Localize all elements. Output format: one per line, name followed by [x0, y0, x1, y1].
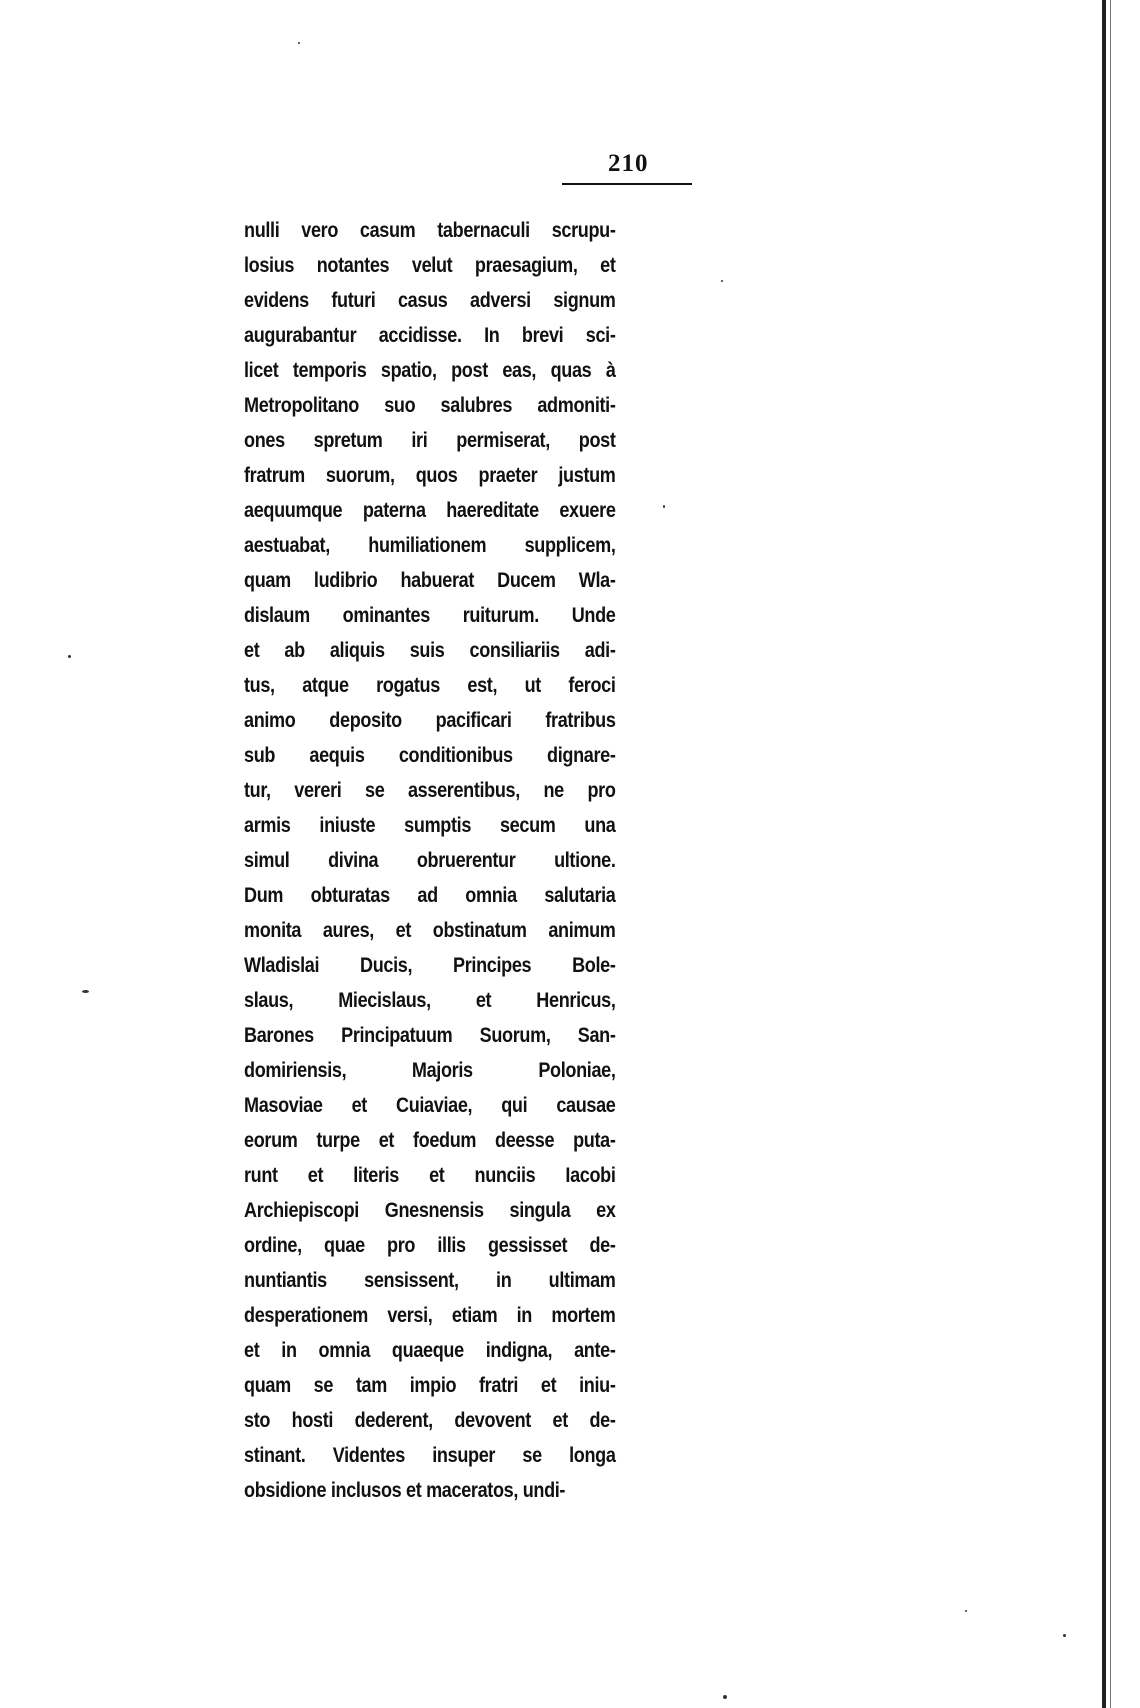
text-line: licet temporis spatio, post eas, quas à [244, 359, 616, 382]
text-line: sto hosti dederent, devovent et de- [244, 1409, 616, 1432]
scan-edge-right [1102, 0, 1106, 1708]
text-line: nuntiantis sensissent, in ultimam [244, 1269, 616, 1292]
text-line: Dum obturatas ad omnia salutaria [244, 884, 616, 907]
scan-speck [965, 1610, 967, 1612]
text-line: fratrum suorum, quos praeter justum [244, 464, 616, 487]
page-number: 210 [608, 150, 649, 177]
text-line: Archiepiscopi Gnesnensis singula ex [244, 1199, 616, 1222]
scan-speck [723, 1695, 727, 1699]
text-line: evidens futuri casus adversi signum [244, 289, 616, 312]
text-line: ordine, quae pro illis gessisset de- [244, 1234, 616, 1257]
text-line: simul divina obruerentur ultione. [244, 849, 616, 872]
scan-speck [68, 655, 71, 658]
text-line: et in omnia quaeque indigna, ante- [244, 1339, 616, 1362]
text-line: Metropolitano suo salubres admoniti- [244, 394, 616, 417]
text-line: augurabantur accidisse. In brevi sci- [244, 324, 616, 347]
scan-speck [82, 990, 89, 993]
text-line: quam ludibrio habuerat Ducem Wla- [244, 569, 616, 592]
scan-speck [663, 505, 665, 508]
header-rule [562, 183, 692, 185]
text-line: runt et literis et nunciis Iacobi [244, 1164, 616, 1187]
text-line: nulli vero casum tabernaculi scrupu- [244, 219, 616, 242]
scan-speck [721, 280, 723, 282]
text-line: domiriensis, Majoris Poloniae, [244, 1059, 616, 1082]
scan-speck [1063, 1634, 1066, 1637]
text-line: monita aures, et obstinatum animum [244, 919, 616, 942]
text-line: Masoviae et Cuiaviae, qui causae [244, 1094, 616, 1117]
text-line: Barones Principatuum Suorum, San- [244, 1024, 616, 1047]
body-text [244, 213, 616, 1508]
text-line: quam se tam impio fratri et iniu- [244, 1374, 616, 1397]
text-line: tus, atque rogatus est, ut feroci [244, 674, 616, 697]
text-line: Wladislai Ducis, Principes Bole- [244, 954, 616, 977]
text-line: losius notantes velut praesagium, et [244, 254, 616, 277]
text-line: ones spretum iri permiserat, post [244, 429, 616, 452]
text-line: aestuabat, humiliationem supplicem, [244, 534, 616, 557]
text-line: armis iniuste sumptis secum una [244, 814, 616, 837]
text-line: eorum turpe et foedum deesse puta- [244, 1129, 616, 1152]
text-line: et ab aliquis suis consiliariis adi- [244, 639, 616, 662]
text-line: obsidione inclusos et maceratos, undi- [244, 1479, 566, 1502]
text-line: aequumque paterna haereditate exuere [244, 499, 616, 522]
text-line: slaus, Miecislaus, et Henricus, [244, 989, 616, 1012]
text-line: animo deposito pacificari fratribus [244, 709, 616, 732]
scan-edge-right-thin [1110, 0, 1111, 1708]
text-line: dislaum ominantes ruiturum. Unde [244, 604, 616, 627]
scan-speck [298, 42, 300, 44]
text-line: desperationem versi, etiam in mortem [244, 1304, 616, 1327]
text-line: sub aequis conditionibus dignare- [244, 744, 616, 767]
text-line: tur, vereri se asserentibus, ne pro [244, 779, 616, 802]
text-line: stinant. Videntes insuper se longa [244, 1444, 616, 1467]
